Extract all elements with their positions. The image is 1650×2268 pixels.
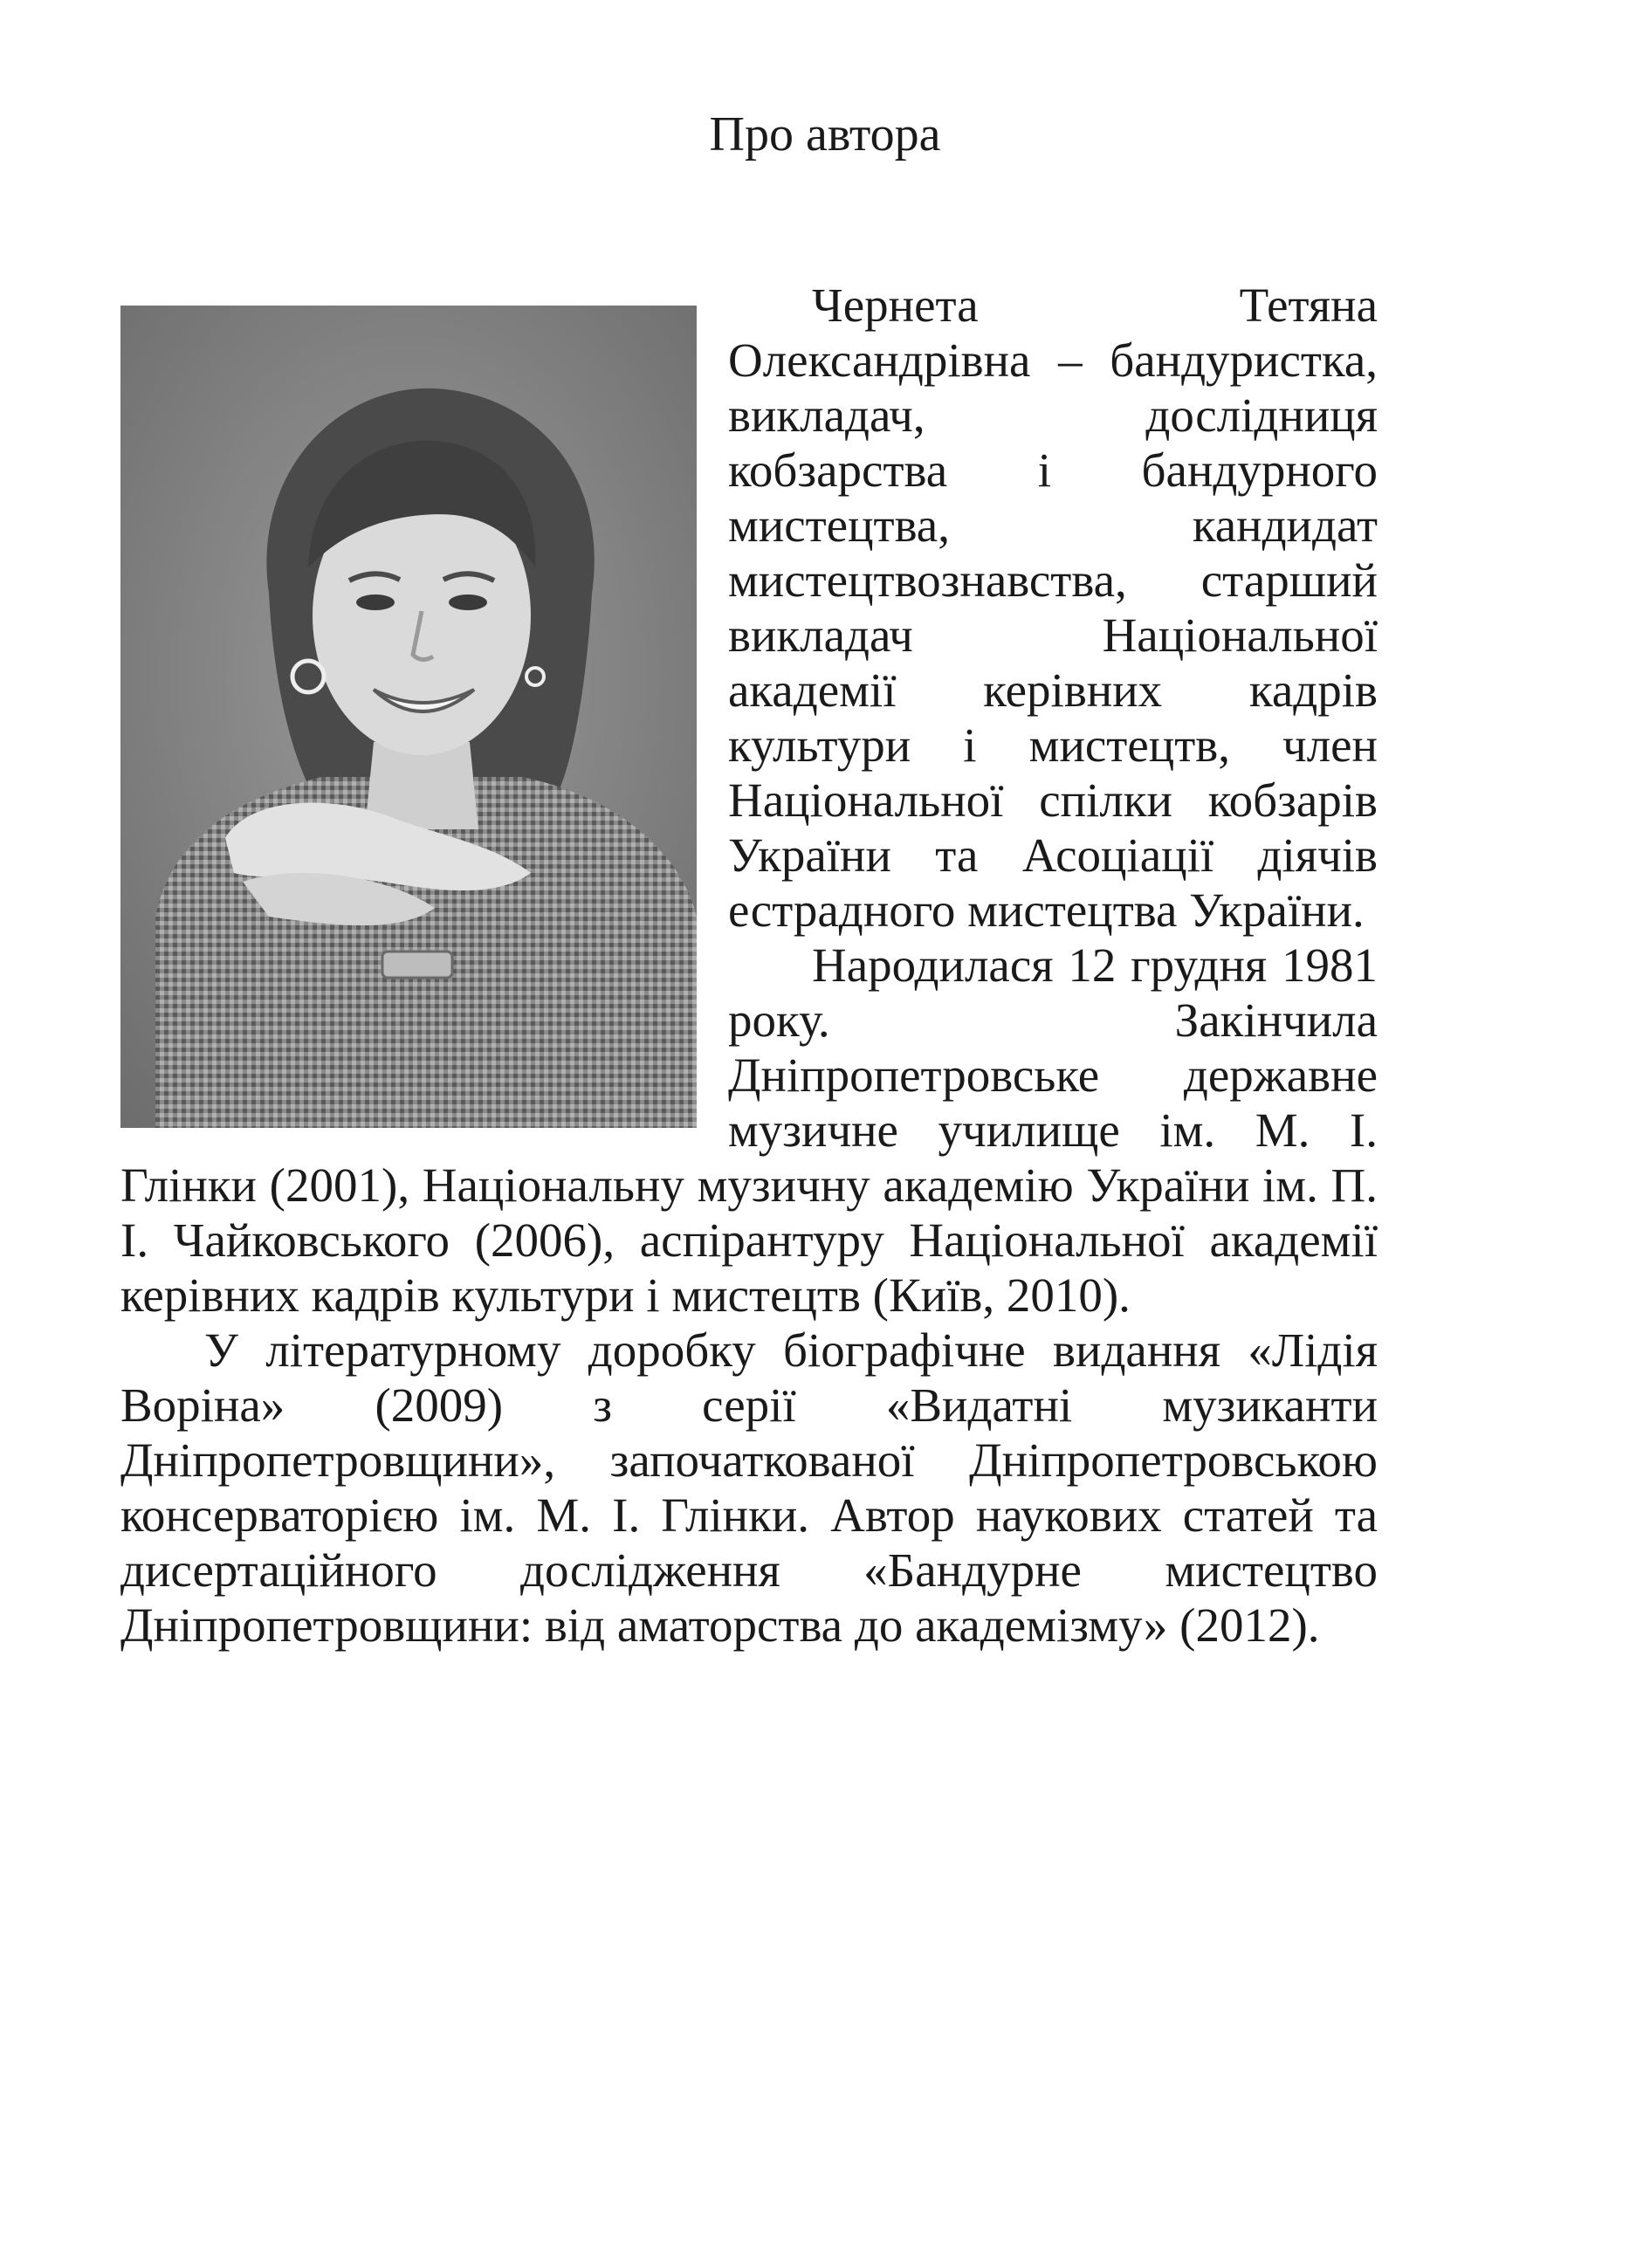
bio-section <box>120 278 1378 1653</box>
bio-paragraph-2: Народилася 12 грудня 1981 року. Закінчила Дніпропетровське державне музичне училище ім. М. І. Глінки (2001), Національну музичну академію України ім. П. І. Чайковського (2006), аспірантуру Національної академії керівних кадрів культури і мистецтв (Київ, 2010). <box>120 938 1378 1322</box>
author-photo <box>120 306 697 1128</box>
author-portrait-icon <box>120 306 697 1128</box>
page-title: Про автора <box>709 107 941 162</box>
bio-paragraph-3: У літературному доробку біографічне видання «Лідія Воріна» (2009) з серії «Видатні музиканти Дніпропетровщини», започаткованої Дніпропетровською консерваторією ім. М. І. Глінки. Автор наукових статей та дисертаційного дослідження «Бандурне мистецтво Дніпропетровщини: від аматорства до академізму» (2012). <box>120 1323 1378 1652</box>
bio-paragraph-1: Чернета Тетяна Олександрівна – бандуристка, викладач, дослідниця кобзарства і бандурного мистецтва, кандидат мистецтвознавства, старший викладач Національної академії керівних кадрів культури і мистецтв, член Національної спілки кобзарів України та Асоціації діячів естрадного мистецтва України. <box>728 278 1378 937</box>
